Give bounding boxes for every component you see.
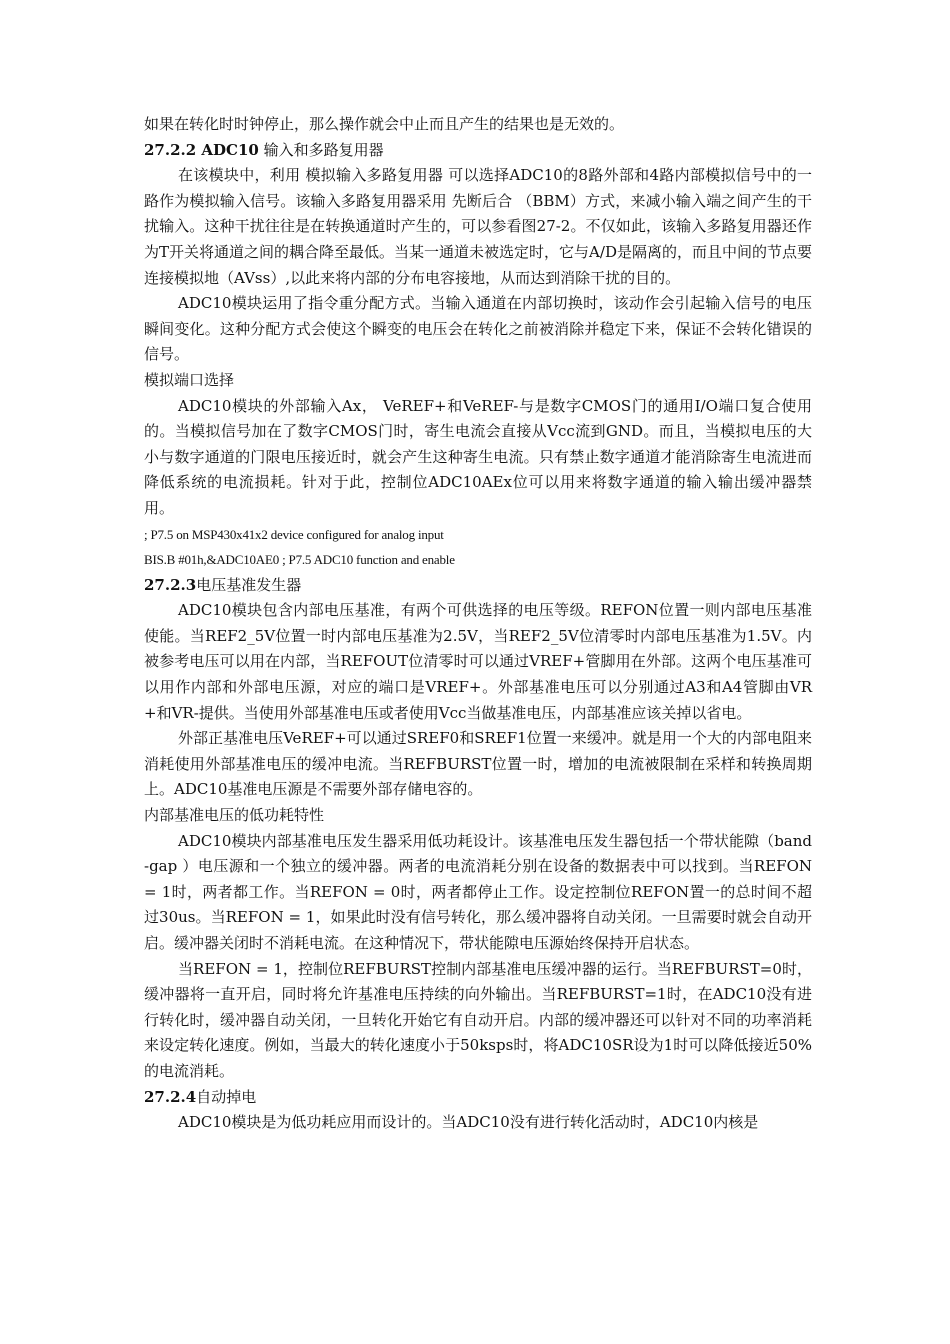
code-line: BIS.B #01h,&ADC10AE0 ; P7.5 ADC10 function and enable bbox=[144, 552, 455, 568]
paragraph: ADC10模块的外部输入Ax， VeREF+和VeREF-与是数字CMOS门的通用I/O端口复合使用的。当模拟信号加在了数字CMOS门时，寄生电流会直接从Vcc流到GND。而且，当模拟电压的大小与数字通道的门限电压接近时，就会产生这种寄生电流。只有禁止数字通道才能消除寄生电流进而降低系统的电流损耗。针对于此，控制位ADC10AEx位可以用来将数字通道的输入输出缓冲器禁用。 bbox=[144, 396, 812, 517]
intro-paragraph: 如果在转化时时钟停止，那么操作就会中止而且产生的结果也是无效的。 bbox=[144, 115, 625, 133]
paragraph: ADC10模块是为低功耗应用而设计的。当ADC10没有进行转化活动时，ADC10内核是 bbox=[178, 1113, 759, 1132]
subheading-analog-port: 模拟端口选择 bbox=[144, 370, 235, 389]
section-heading-27-2-4 bbox=[144, 1085, 812, 1111]
document-page bbox=[144, 112, 812, 1136]
section-heading-27-2-2 bbox=[144, 138, 812, 164]
section-title: 电压基准发生器 bbox=[196, 575, 302, 594]
section-number: 27.2.2 ADC10 bbox=[144, 140, 259, 159]
paragraph: ADC10模块包含内部电压基准，有两个可供选择的电压等级。REFON位置一则内部电压基准使能。当REF2_5V位置一时内部电压基准为2.5V，当REF2_5V位清零时内部电压基准为1.5V。内被参考电压可以用在内部，当REFOUT位清零时可以通过VREF+管脚用在外部。这两个电压基准可以用作内部和外部电压源，对应的端口是VREF+。外部基准电压可以分别通过A3和A4管脚由VR+和VR-提供。当使用外部基准电压或者使用Vcc当做基准电压，内部基准应该关掉以省电。 bbox=[144, 601, 812, 722]
paragraph: 当REFON = 1，控制位REFBURST控制内部基准电压缓冲器的运行。当REFBURST=0时，缓冲器将一直开启，同时将允许基准电压持续的向外输出。当REFBURST=1时，在ADC10没有进行转化时，缓冲器自动关闭，一旦转化开始它有自动开启。内部的缓冲器还可以针对不同的功率消耗来设定转化速度。例如，当最大的转化速度小于50ksps时，将ADC10SR设为1时可以降低接近50%的电流消耗。 bbox=[144, 959, 812, 1080]
paragraph: 在该模块中，利用 模拟输入多路复用器 可以选择ADC10的8路外部和4路内部模拟信号中的一路作为模拟输入信号。该输入多路复用器采用 先断后合 （BBM）方式，来减小输入端之间产生的干扰输入。这种干扰往往是在转换通道时产生的，可以参看图27-2。不仅如此，该输入多路复用器还作为T开关将通道之间的耦合降至最低。当某一通道未被选定时，它与A/D是隔离的，而且中间的节点要连接模拟地（AVss）,以此来将内部的分布电容接地，从而达到消除干扰的目的。 bbox=[144, 166, 812, 287]
section-number: 27.2.4 bbox=[144, 1087, 197, 1106]
section-title: 自动掉电 bbox=[196, 1087, 257, 1106]
code-line: ; P7.5 on MSP430x41x2 device configured for analog input bbox=[144, 526, 444, 542]
paragraph: 外部正基准电压VeREF+可以通过SREF0和SREF1位置一来缓冲。就是用一个大的内部电阻来消耗使用外部基准电压的缓冲电流。当REFBURST位置一时，增加的电流被限制在采样和转换周期上。ADC10基准电压源是不需要外部存储电容的。 bbox=[144, 729, 812, 799]
section-heading-27-2-3 bbox=[144, 573, 812, 599]
section-title: 输入和多路复用器 bbox=[258, 140, 384, 159]
subheading-low-power: 内部基准电压的低功耗特性 bbox=[144, 806, 325, 825]
section-number: 27.2.3 bbox=[144, 575, 197, 594]
paragraph: ADC10模块内部基准电压发生器采用低功耗设计。该基准电压发生器包括一个带状能隙（band-gap ）电压源和一个独立的缓冲器。两者的电流消耗分别在设备的数据表中可以找到。当REFON = 1时，两者都工作。当REFON = 0时，两者都停止工作。设定控制位REFON置一的总时间不超过30us。当REFON = 1，如果此时没有信号转化，那么缓冲器将自动关闭。一旦需要时就会自动开启。缓冲器关闭时不消耗电流。在这种情况下，带状能隙电压源始终保持开启状态。 bbox=[144, 831, 812, 952]
paragraph: ADC10模块运用了指令重分配方式。当输入通道在内部切换时，该动作会引起输入信号的电压瞬间变化。这种分配方式会使这个瞬变的电压会在转化之前被消除并稳定下来，保证不会转化错误的信号。 bbox=[144, 294, 812, 364]
